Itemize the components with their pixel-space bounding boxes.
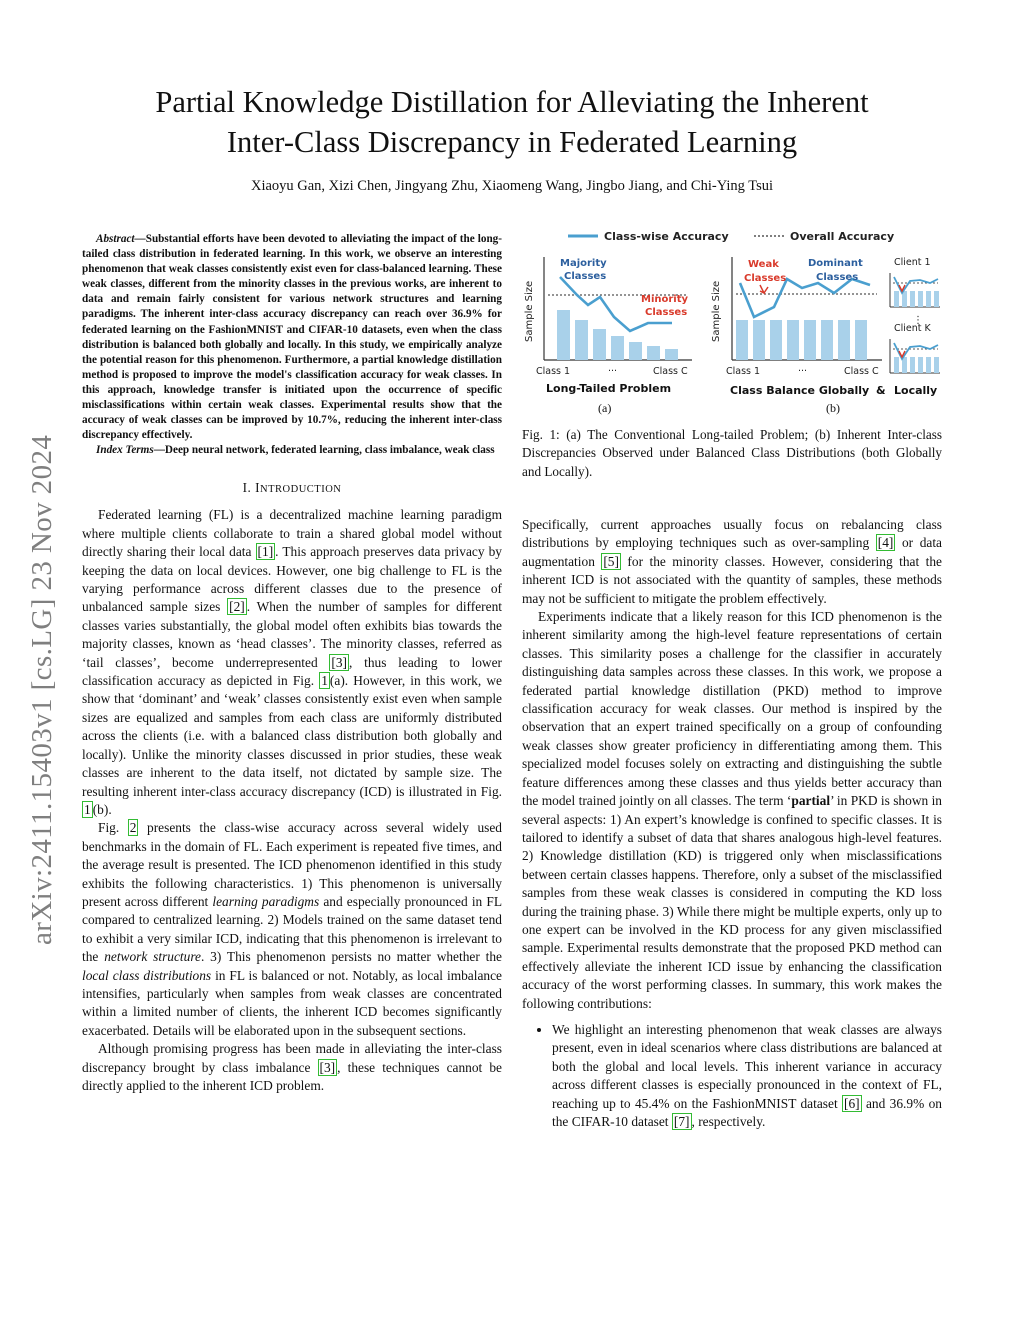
list-item: • We highlight an interesting phenomenon that weak classes are always present, even in ideal scenarios where class distributions are balanced at both the global and local levels. This inherent variance in accuracy across different classes is especially pronounced in the context of FL, reaching up to 45.4% on the FashionMNIST dataset [6] and 36.9% on the CIFAR-10 dataset [7] , respectively.	[552, 1021, 942, 1131]
panel-a	[524, 257, 692, 415]
weak-label: Weak	[748, 259, 779, 270]
client-1-label: Client 1	[894, 257, 931, 268]
panel-b-title: Class Balance Globally	[730, 384, 870, 397]
weak-label: Classes	[744, 273, 787, 284]
panel-b-label: (b)	[826, 401, 840, 415]
dominant-label: Classes	[816, 272, 859, 283]
bar	[787, 320, 799, 360]
majority-label: Classes	[564, 271, 607, 282]
bar	[821, 320, 833, 360]
abstract-label: Abstract—	[96, 233, 146, 245]
abstract	[82, 232, 502, 458]
client-k-label: Client K	[894, 323, 931, 334]
figure-1-graphic	[522, 225, 942, 420]
citation-link[interactable]: [2]	[229, 599, 245, 615]
legend-class-wise: Class-wise Accuracy	[604, 230, 729, 243]
right-column	[522, 516, 942, 1131]
intro-paragraph-1: Federated learning (FL) is a decentralized machine learning paradigm where multiple clients collaborate to train a shared global model without directly sharing their local data [1] . This approach preserves data privacy by keeping the data on local devices. However, one big challenge to FL is the varying performance across different classes due to the presence of unbalanced sample sizes [2] . When the number of samples for different classes varies substantially, the global model often exhibits bias towards the majority classes, known as ‘head classes’. The minority classes, referred as ‘tail classes’, become underrepresented [3] , thus leading to lower classification accuracy as depicted in Fig. 1 (a). However, in this work, we show that ‘dominant’ and ‘weak’ classes consistently exist even when sample sizes are equalized and samples from each class are uniformly distributed across the clients (i.e. with a balanced class distribution both globally and locally). Unlike the minority classes discussed in prior studies, these weak classes are inherent to the data itself, not dictated by sample size. The resulting inherent inter-class accuracy discrepancy (ICD) is illustrated in Fig. 1 (b).	[82, 507, 502, 817]
panel-a-label: (a)	[598, 401, 612, 415]
panel-b-ylabel: Sample Size	[711, 280, 722, 342]
dominant-label: Dominant	[808, 258, 863, 269]
bar	[855, 320, 867, 360]
citation-link[interactable]: [3]	[331, 654, 348, 670]
bar	[575, 320, 588, 360]
weak-arrow-icon	[760, 285, 768, 293]
right-paragraph-1: Specifically, current approaches usually focus on rebalancing class distributions by employing techniques such as over-sampling [4] or data augmentation [5] for the minority classes. However, considering that the inherent ICD is not associated with the quantity of samples, these methods may not be sufficient to mitigate the problem effectively.	[522, 517, 942, 606]
tick-label: Class 1	[536, 366, 571, 377]
legend-overall: Overall Accuracy	[790, 230, 895, 243]
title-line-2: Inter-Class Discrepancy in Federated Learning	[226, 125, 798, 159]
index-terms-label: Index Terms	[96, 444, 154, 457]
bar	[753, 320, 765, 360]
bar	[557, 310, 570, 360]
bar	[629, 342, 642, 360]
right-paragraph-2: Experiments indicate that a likely reason for this ICD phenomenon is the inherent similarity among the high-level feature representations of certain classes. This similarity poses a challenge for the classifier in accurately distinguishing data samples across these classes. In this work, we propose a federated partial knowledge distillation (PKD) method to improve classification accuracy for weak classes. Our method is inspired by the observation that an expert trained specifically on a group of confounding weak classes show greater proficiency in differentiating among them. This specialized model focuses solely on extracting and distinguishing the subtle feature differences among these classes and thus yields better accuracy than the model trained jointly on all classes. The term ‘partial’ in PKD is shown in several aspects: 1) An expert’s knowledge is confined to specific classes. It is tailored to identify a subset of data that shares analogous high-level features. 2) Knowledge distillation (KD) is triggered only when misclassifications between certain classes happens. Therefore, only a subset of the misclassified samples from these weak classes is considered in computing the KD loss during the training phase. 3) While there might be multiple experts, only up to one expert can be involved in the KD process for any given misclassified sample. Experimental results demonstrate that the proposed PKD method can effectively alleviate the inherent ICD issue by enhancing the classification accuracy of the worst performing classes. In summary, this work makes the following contributions:	[522, 609, 942, 1011]
arxiv-identifier: arXiv:2411.15403v1 [cs.LG] 23 Nov 2024	[26, 434, 58, 945]
left-column	[82, 232, 502, 1095]
tick-label: Class C	[653, 366, 688, 377]
vertical-ellipsis: ⋮	[913, 315, 923, 326]
minority-label: Minority	[641, 294, 689, 305]
author-list: Xiaoyu Gan, Xizi Chen, Jingyang Zhu, Xiaomeng Wang, Jingbo Jiang, and Chi-Ying Tsui	[250, 178, 774, 194]
majority-label: Majority	[560, 258, 607, 269]
tick-label: ···	[608, 366, 618, 377]
tick-label: ···	[798, 366, 808, 377]
tick-label: Class C	[844, 366, 879, 377]
client-panels	[890, 257, 940, 373]
citation-link[interactable]: [4]	[877, 535, 894, 551]
introduction-body	[82, 506, 502, 1095]
bar	[804, 320, 816, 360]
citation-link[interactable]: [6]	[844, 1095, 860, 1111]
figure-link[interactable]: 1	[321, 673, 328, 689]
ampersand: &	[876, 384, 886, 397]
contributions-list	[522, 1021, 942, 1131]
minority-label: Classes	[645, 307, 688, 318]
tick-label: Class 1	[726, 366, 761, 377]
citation-link[interactable]: [5]	[603, 553, 619, 569]
bar	[838, 320, 850, 360]
title-line-1: Partial Knowledge Distillation for Alleviating the Inherent	[155, 85, 869, 119]
bar	[611, 336, 624, 360]
index-terms-text: —Deep neural network, federated learning, class imbalance, weak class	[153, 444, 495, 457]
bar	[647, 346, 660, 360]
panel-b-locally: Locally	[894, 384, 938, 397]
bar	[593, 329, 606, 360]
panel-a-title: Long-Tailed Problem	[546, 382, 672, 395]
bar	[770, 320, 782, 360]
bar	[665, 349, 678, 360]
citation-link[interactable]: [7]	[673, 1114, 690, 1129]
figure-1	[522, 225, 942, 420]
citation-link[interactable]: [1]	[257, 544, 274, 560]
bar	[736, 320, 748, 360]
abstract-text: Substantial efforts have been devoted to alleviating the impact of the long-tailed class distribution in federated learning. In this work, we observe an interesting phenomenon that weak classes consistently exist even for class-balanced learning. These weak classes, different from the minority classes in the previous works, are inherent to data and remain fairly consistent for various network structures and learning paradigms. The inherent inter-class accuracy discrepancy can reach over 36.9% for federated learning on the FashionMNIST and CIFAR-10 datasets, even when the class distribution is balanced both globally and locally. In this study, we empirically analyze the potential reason for this phenomenon. Furthermore, a partial knowledge distillation method is proposed to improve the model's classification accuracy for weak classes. In this approach, knowledge transfer is initiated upon the occurrence of specific misclassifications within certain weak classes. Experimental results show that the accuracy of weak classes can be improved by 10.7%, reducing the inherent inter-class discrepancy effectively.	[82, 233, 502, 442]
figure-link[interactable]: 2	[129, 820, 137, 836]
intro-paragraph-2: Fig. 2 presents the class-wise accuracy across several widely used benchmarks in the domain of FL. Each experiment is repeated five times, and the average result is presented. The ICD phenomenon identified in this study exhibits the following characteristics. 1) This phenomenon is universally present across different learning paradigms and especially pronounced in FL compared to centralized learning. 2) Models trained on the same dataset tend to exhibit a very similar ICD, indicating that this phenomenon is irrelevant to the network structure. 3) This phenomenon persists no matter whether the local class distributions in FL is balanced or not. Notably, as local imbalance intensifies, particularly when samples from weak classes are concentrated within a limited number of clients, the inherent ICD becomes significantly exacerbated. Details will be elaborated upon in the subsequent sections.	[82, 820, 503, 1038]
paper-title	[80, 82, 944, 162]
panel-a-ylabel: Sample Size	[524, 280, 535, 342]
figure-link[interactable]: 1	[84, 801, 91, 817]
section-heading-introduction: I. INTRODUCTION	[242, 480, 342, 496]
intro-paragraph-3: Although promising progress has been made in alleviating the inter-class discrepancy brought by class imbalance [3] , these techniques cannot be directly applied to the inherent ICD problem.	[82, 1041, 502, 1093]
panel-b	[711, 257, 937, 415]
class-wise-accuracy-line	[740, 279, 870, 317]
citation-link[interactable]: [3]	[319, 1059, 336, 1075]
figure-1-caption: Fig. 1: (a) The Conventional Long-tailed Problem; (b) Inherent Inter-class Discrepancies Observed under Balanced Class Distributions (both Globally and Locally).	[522, 427, 942, 479]
